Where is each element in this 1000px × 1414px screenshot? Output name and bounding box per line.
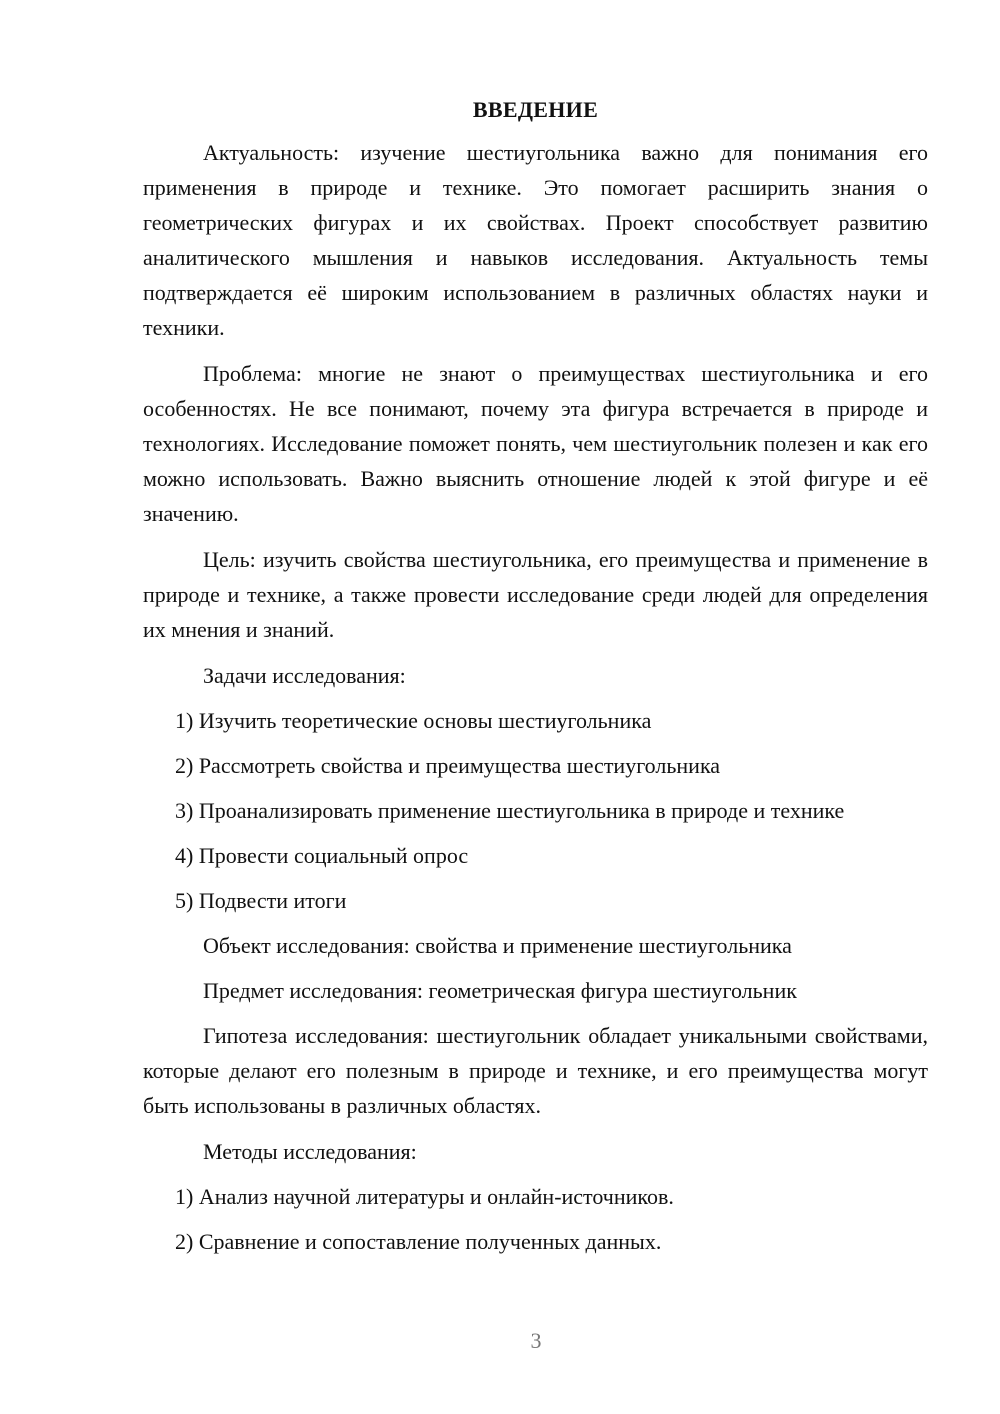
- research-object: Объект исследования: свойства и применение шестиугольника: [203, 933, 792, 958]
- hypothesis-paragraph: Гипотеза исследования: шестиугольник обладает уникальными свойствами, которые делают его полезным в природе и технике, и его преимущества могут быть использованы в различных областях.: [143, 1023, 928, 1118]
- tasks-heading: Задачи исследования:: [203, 663, 406, 688]
- goal-paragraph: Цель: изучить свойства шестиугольника, его преимущества и применение в природе и технике, а также провести исследование среди людей для определения их мнения и знаний.: [143, 547, 928, 642]
- methods-heading: Методы исследования:: [203, 1139, 417, 1164]
- task-item-1: 1) Изучить теоретические основы шестиугольника: [175, 708, 652, 733]
- task-item-4: 4) Провести социальный опрос: [175, 843, 469, 868]
- method-item-1: 1) Анализ научной литературы и онлайн-источников.: [175, 1184, 674, 1209]
- relevance-paragraph: Актуальность: изучение шестиугольника важно для понимания его применения в природе и технике. Это помогает расширить знания о геометрических фигурах и их свойствах. Проект способствует развитию аналитического мышления и навыков исследования. Актуальность темы подтверждается её широким использованием в различных областях науки и техники.: [143, 140, 928, 340]
- section-title: ВВЕДЕНИЕ: [472, 97, 599, 122]
- task-item-2: 2) Рассмотреть свойства и преимущества шестиугольника: [175, 753, 721, 778]
- page-number: 3: [530, 1328, 542, 1353]
- problem-paragraph: Проблема: многие не знают о преимуществах шестиугольника и его особенностях. Не все понимают, почему эта фигура встречается в природе и технологиях. Исследование поможет понять, чем шестиугольник полезен и как его можно использовать. Важно выяснить отношение людей к этой фигуре и её значению.: [143, 361, 928, 526]
- research-subject: Предмет исследования: геометрическая фигура шестиугольник: [203, 978, 797, 1003]
- task-item-3: 3) Проанализировать применение шестиугольника в природе и технике: [175, 798, 845, 823]
- document-page: [143, 92, 928, 1269]
- task-item-5: 5) Подвести итоги: [175, 888, 347, 913]
- method-item-2: 2) Сравнение и сопоставление полученных данных.: [175, 1229, 662, 1254]
